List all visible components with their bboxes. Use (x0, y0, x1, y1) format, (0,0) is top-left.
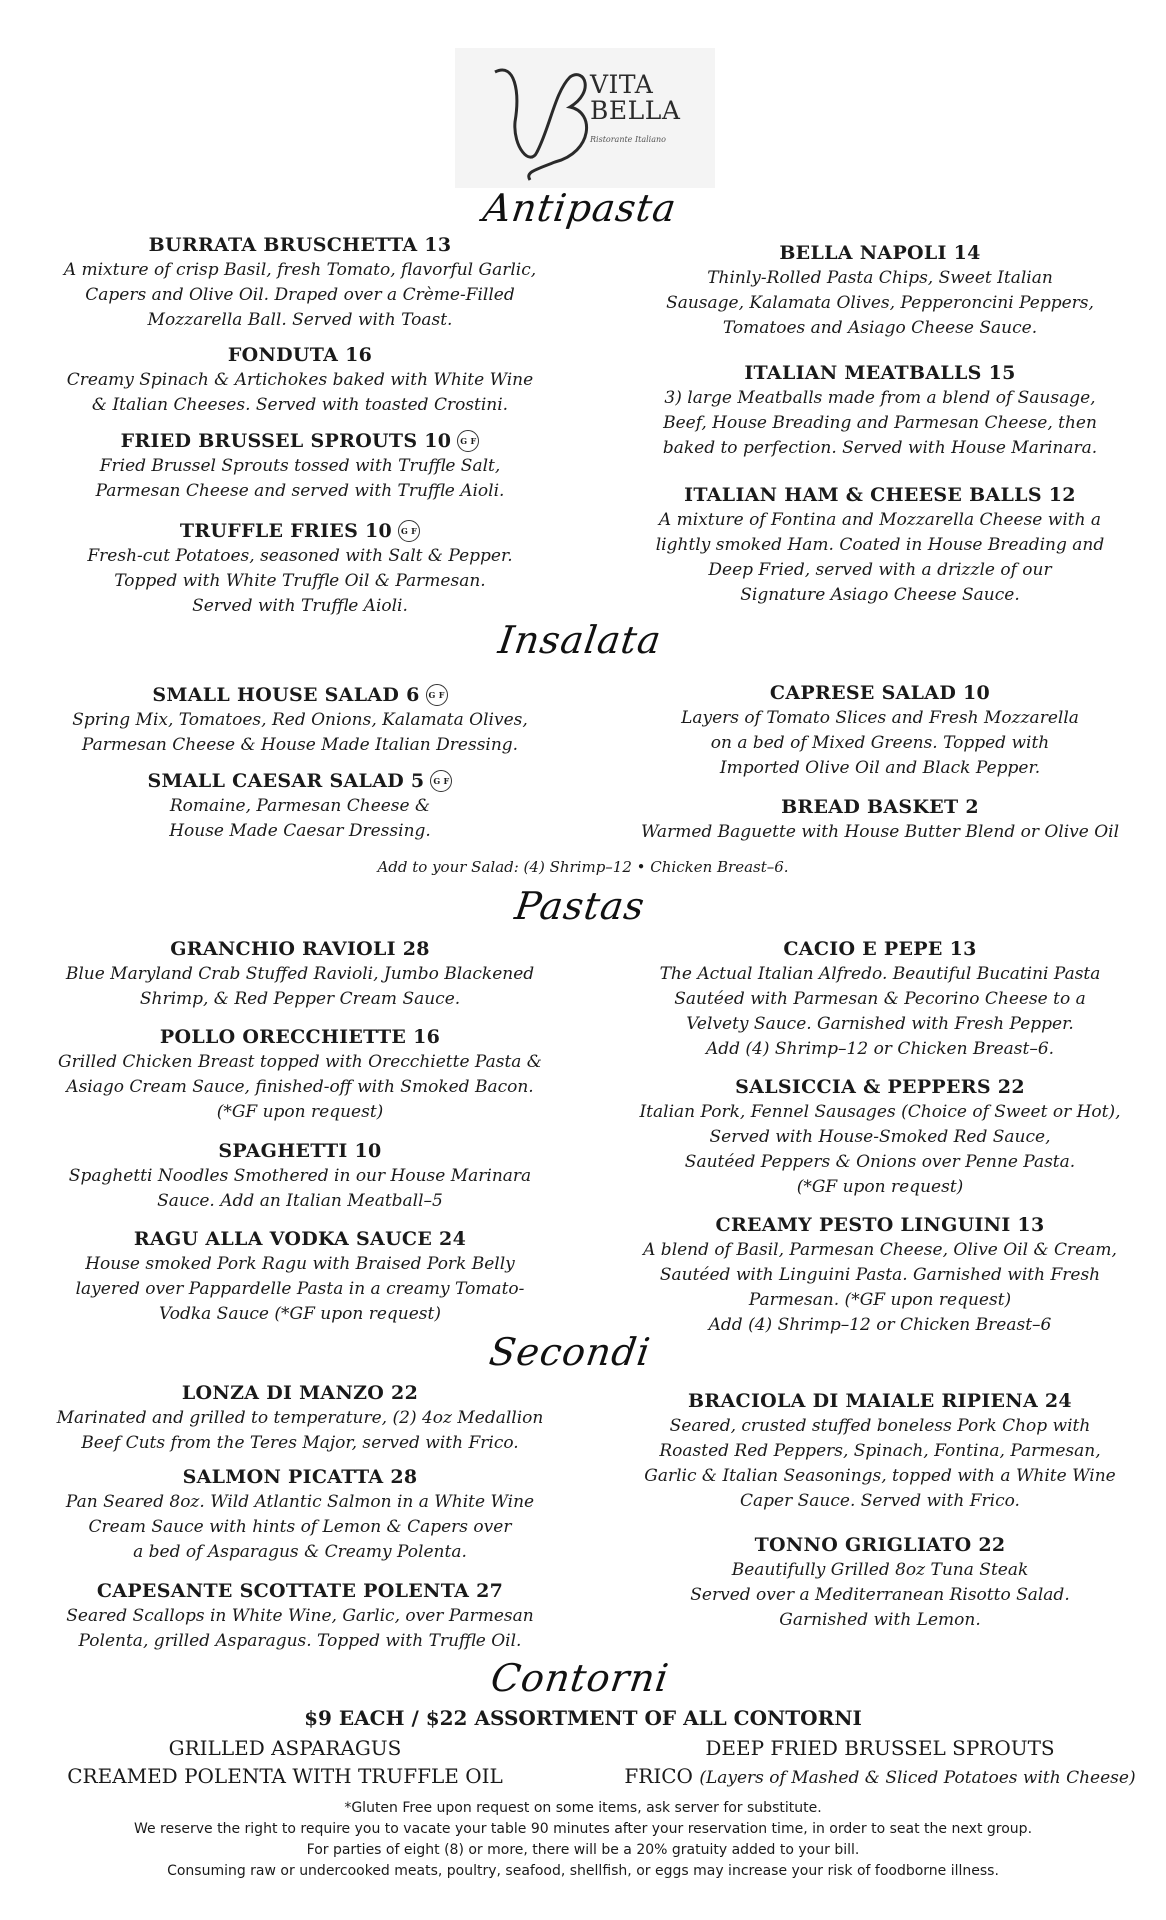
item-desc-line: Fried Brussel Sprouts tossed with Truffle Salt, (99, 456, 501, 476)
item-desc-line: House smoked Pork Ragu with Braised Pork Belly (85, 1254, 515, 1274)
item-desc-line: Capers and Olive Oil. Draped over a Crème-Filled (85, 285, 515, 305)
item-name: FONDUTA 16 (227, 344, 373, 366)
item-desc-line: baked to perfection. Served with House Marinara. (662, 438, 1098, 458)
menu-item-caesar-salad (20, 768, 580, 844)
item-name: GRANCHIO RAVIOLI 28 (170, 938, 430, 960)
item-desc-line: lightly smoked Ham. Coated in House Breading and (655, 535, 1105, 555)
gluten-free-icon: G F (457, 430, 479, 452)
item-desc-line: Imported Olive Oil and Black Pepper. (719, 758, 1041, 778)
item-desc-line: Velvety Sauce. Garnished with Fresh Pepper. (686, 1014, 1074, 1034)
side-grilled-asparagus: GRILLED ASPARAGUS (168, 1736, 402, 1760)
side-creamed-polenta: CREAMED POLENTA WITH TRUFFLE OIL (67, 1764, 503, 1788)
item-name: CAPESANTE SCOTTATE POLENTA 27 (96, 1580, 504, 1602)
logo-tagline: Ristorante Italiano (590, 135, 666, 144)
gluten-free-icon: G F (398, 520, 420, 542)
menu-item-fried-sprouts (20, 428, 580, 504)
item-desc-line: Garlic & Italian Seasonings, topped with a White Wine (644, 1466, 1116, 1486)
item-desc-line: Tomatoes and Asiago Cheese Sauce. (722, 318, 1038, 338)
item-desc-line: Served over a Mediterranean Risotto Salad. (690, 1585, 1070, 1605)
item-desc-line: on a bed of Mixed Greens. Topped with (710, 733, 1050, 753)
logo-line-vita: VITA (590, 70, 654, 99)
menu-item-capesante (20, 1578, 580, 1654)
item-name: SPAGHETTI 10 (218, 1140, 382, 1162)
menu-item-granchio-ravioli (20, 936, 580, 1012)
item-name-row (20, 768, 580, 794)
item-desc-line: Topped with White Truffle Oil & Parmesan. (114, 571, 486, 591)
menu-item-pesto-linguini (600, 1212, 1160, 1338)
item-desc-line: House Made Caesar Dressing. (169, 821, 431, 841)
item-desc-line: Beef Cuts from the Teres Major, served with Frico. (81, 1433, 519, 1453)
footer-line: We reserve the right to require you to vacate your table 90 minutes after your reservation time, in order to seat the next group. (133, 1821, 1033, 1837)
item-name: BREAD BASKET 2 (781, 796, 979, 818)
item-desc-line: Mozzarella Ball. Served with Toast. (147, 310, 453, 330)
menu-item-spaghetti (20, 1138, 580, 1214)
item-desc-line: Parmesan Cheese & House Made Italian Dressing. (81, 735, 519, 755)
item-desc-line: Add (4) Shrimp–12 or Chicken Breast–6. (705, 1039, 1055, 1059)
item-desc-line: & Italian Cheeses. Served with toasted Crostini. (91, 395, 509, 415)
menu-item-bella-napoli (600, 240, 1160, 341)
logo-monogram-icon (475, 52, 605, 182)
item-name: LONZA DI MANZO 22 (181, 1382, 419, 1404)
item-name-row (20, 518, 580, 544)
item-name: SALSICCIA & PEPPERS 22 (735, 1076, 1025, 1098)
item-name: CREAMY PESTO LINGUINI 13 (715, 1214, 1045, 1236)
item-desc-line: Warmed Baguette with House Butter Blend or Olive Oil (640, 822, 1120, 842)
footer-line: *Gluten Free upon request on some items, ask server for substitute. (344, 1800, 822, 1816)
item-desc-line: Seared Scallops in White Wine, Garlic, over Parmesan (66, 1606, 534, 1626)
section-title-insalata: Insalata (495, 618, 665, 662)
section-title-contorni: Contorni (488, 1656, 672, 1700)
item-name: BRACIOLA DI MAIALE RIPIENA 24 (688, 1390, 1072, 1412)
logo-wordmark (590, 72, 710, 124)
menu-item-pollo-orecchiette (20, 1024, 580, 1125)
item-name: TONNO GRIGLIATO 22 (754, 1534, 1006, 1556)
item-name: TRUFFLE FRIES 10 (179, 520, 393, 542)
side-frico-desc: (Layers of Mashed & Sliced Potatoes with Cheese) (699, 1768, 1136, 1788)
menu-item-truffle-fries (20, 518, 580, 619)
item-desc-line: A mixture of Fontina and Mozzarella Cheese with a (658, 510, 1102, 530)
menu-item-salsiccia-peppers (600, 1074, 1160, 1200)
footer-notes (0, 1798, 1166, 1882)
gluten-free-icon: G F (426, 684, 448, 706)
menu-item-ragu-vodka (20, 1226, 580, 1327)
item-desc-line: Seared, crusted stuffed boneless Pork Chop with (669, 1416, 1091, 1436)
side-frico-name: FRICO (624, 1764, 693, 1788)
item-desc-line: Marinated and grilled to temperature, (2) 4oz Medallion (56, 1408, 544, 1428)
item-desc-line: Layers of Tomato Slices and Fresh Mozzarella (681, 708, 1079, 728)
item-desc-line: Beef, House Breading and Parmesan Cheese, then (663, 413, 1097, 433)
item-desc-line: Shrimp, & Red Pepper Cream Sauce. (139, 989, 461, 1009)
item-desc-line: Parmesan Cheese and served with Truffle Aioli. (95, 481, 505, 501)
menu-item-salmon-picatta (20, 1464, 580, 1565)
item-desc-line: Polenta, grilled Asparagus. Topped with Truffle Oil. (78, 1631, 522, 1651)
item-desc-line: Signature Asiago Cheese Sauce. (740, 585, 1020, 605)
item-name: CAPRESE SALAD 10 (769, 682, 991, 704)
item-desc-line: Parmesan. (*GF upon request) (748, 1290, 1012, 1310)
menu-item-meatballs (600, 360, 1160, 461)
section-title-secondi: Secondi (486, 1330, 654, 1374)
menu-item-bread-basket (600, 794, 1160, 845)
menu-item-cacio-e-pepe (600, 936, 1160, 1062)
item-name: BELLA NAPOLI 14 (779, 242, 981, 264)
menu-item-house-salad (20, 682, 580, 758)
item-desc-line: Served with House-Smoked Red Sauce, (709, 1127, 1051, 1147)
menu-item-braciola (600, 1388, 1160, 1514)
menu-item-lonza-di-manzo (20, 1380, 580, 1456)
item-desc-line: Vodka Sauce (*GF upon request) (159, 1304, 441, 1324)
item-desc-line: The Actual Italian Alfredo. Beautiful Bucatini Pasta (659, 964, 1101, 984)
item-desc-line: Creamy Spinach & Artichokes baked with White Wine (66, 370, 534, 390)
section-title-pastas: Pastas (512, 884, 648, 928)
footer-line: Consuming raw or undercooked meats, poultry, seafood, shellfish, or eggs may increase your risk of foodborne illness. (167, 1863, 999, 1879)
item-desc-line: layered over Pappardelle Pasta in a creamy Tomato- (75, 1279, 525, 1299)
item-desc-line: Sautéed Peppers & Onions over Penne Pasta. (684, 1152, 1076, 1172)
item-name: FRIED BRUSSEL SPROUTS 10 (120, 430, 452, 452)
item-desc-line: Pan Seared 8oz. Wild Atlantic Salmon in a White Wine (65, 1492, 535, 1512)
item-desc-line: 3) large Meatballs made from a blend of Sausage, (664, 388, 1096, 408)
item-desc-line: Cream Sauce with hints of Lemon & Capers over (88, 1517, 512, 1537)
item-name: SMALL CAESAR SALAD 5 (147, 770, 425, 792)
item-desc-line: (*GF upon request) (796, 1177, 964, 1197)
gluten-free-icon: G F (430, 770, 452, 792)
item-desc-line: A blend of Basil, Parmesan Cheese, Olive Oil & Cream, (643, 1240, 1117, 1260)
item-desc-line: A mixture of crisp Basil, fresh Tomato, flavorful Garlic, (63, 260, 537, 280)
item-desc-line: Romaine, Parmesan Cheese & (169, 796, 431, 816)
item-name: SALMON PICATTA 28 (182, 1466, 418, 1488)
logo-line-bella: BELLA (590, 96, 681, 125)
item-desc-line: Deep Fried, served with a drizzle of our (708, 560, 1052, 580)
item-name-row (20, 682, 580, 708)
menu-item-caprese-salad (600, 680, 1160, 781)
item-desc-line: Thinly-Rolled Pasta Chips, Sweet Italian (707, 268, 1053, 288)
side-deep-fried-sprouts: DEEP FRIED BRUSSEL SPROUTS (705, 1736, 1055, 1760)
menu-item-tonno-grigliato (600, 1532, 1160, 1633)
item-desc-line: Sautéed with Parmesan & Pecorino Cheese to a (674, 989, 1086, 1009)
item-desc-line: Sautéed with Linguini Pasta. Garnished with Fresh (659, 1265, 1101, 1285)
item-desc-line: Add (4) Shrimp–12 or Chicken Breast–6 (708, 1315, 1052, 1335)
salad-add-on-note: Add to your Salad: (4) Shrimp–12 • Chicken Breast–6. (377, 858, 789, 876)
item-name: ITALIAN HAM & CHEESE BALLS 12 (684, 484, 1076, 506)
side-frico (600, 1762, 1160, 1792)
item-name: CACIO E PEPE 13 (783, 938, 977, 960)
item-desc-line: Spring Mix, Tomatoes, Red Onions, Kalamata Olives, (72, 710, 528, 730)
item-name: ITALIAN MEATBALLS 15 (744, 362, 1016, 384)
item-desc-line: Caper Sauce. Served with Frico. (740, 1491, 1020, 1511)
item-desc-line: Sausage, Kalamata Olives, Pepperoncini Peppers, (666, 293, 1094, 313)
item-name-row (20, 428, 580, 454)
item-name: POLLO ORECCHIETTE 16 (159, 1026, 441, 1048)
item-desc-line: Asiago Cream Sauce, finished-off with Smoked Bacon. (66, 1077, 534, 1097)
item-desc-line: Roasted Red Peppers, Spinach, Fontina, Parmesan, (659, 1441, 1101, 1461)
item-desc-line: Blue Maryland Crab Stuffed Ravioli, Jumbo Blackened (65, 964, 535, 984)
footer-line: For parties of eight (8) or more, there will be a 20% gratuity added to your bill. (306, 1842, 860, 1858)
item-desc-line: Garnished with Lemon. (779, 1610, 981, 1630)
item-desc-line: Sauce. Add an Italian Meatball–5 (157, 1191, 443, 1211)
menu-item-ham-cheese-balls (600, 482, 1160, 608)
item-desc-line: Grilled Chicken Breast topped with Orecchiette Pasta & (58, 1052, 542, 1072)
section-title-antipasta: Antipasta (480, 186, 680, 230)
menu-item-fonduta (20, 342, 580, 418)
item-desc-line: Italian Pork, Fennel Sausages (Choice of Sweet or Hot), (639, 1102, 1121, 1122)
item-name: SMALL HOUSE SALAD 6 (152, 684, 420, 706)
item-desc-line: Spaghetti Noodles Smothered in our House Marinara (68, 1166, 532, 1186)
item-name: RAGU ALLA VODKA SAUCE 24 (133, 1228, 467, 1250)
item-desc-line: a bed of Asparagus & Creamy Polenta. (133, 1542, 467, 1562)
item-desc-line: (*GF upon request) (216, 1102, 384, 1122)
item-desc-line: Beautifully Grilled 8oz Tuna Steak (731, 1560, 1029, 1580)
item-desc-line: Served with Truffle Aioli. (192, 596, 408, 616)
contorni-pricing: $9 EACH / $22 ASSORTMENT OF ALL CONTORNI (304, 1706, 862, 1730)
item-desc-line: Fresh-cut Potatoes, seasoned with Salt & Pepper. (87, 546, 513, 566)
item-name: BURRATA BRUSCHETTA 13 (148, 234, 452, 256)
menu-item-burrata (20, 232, 580, 333)
